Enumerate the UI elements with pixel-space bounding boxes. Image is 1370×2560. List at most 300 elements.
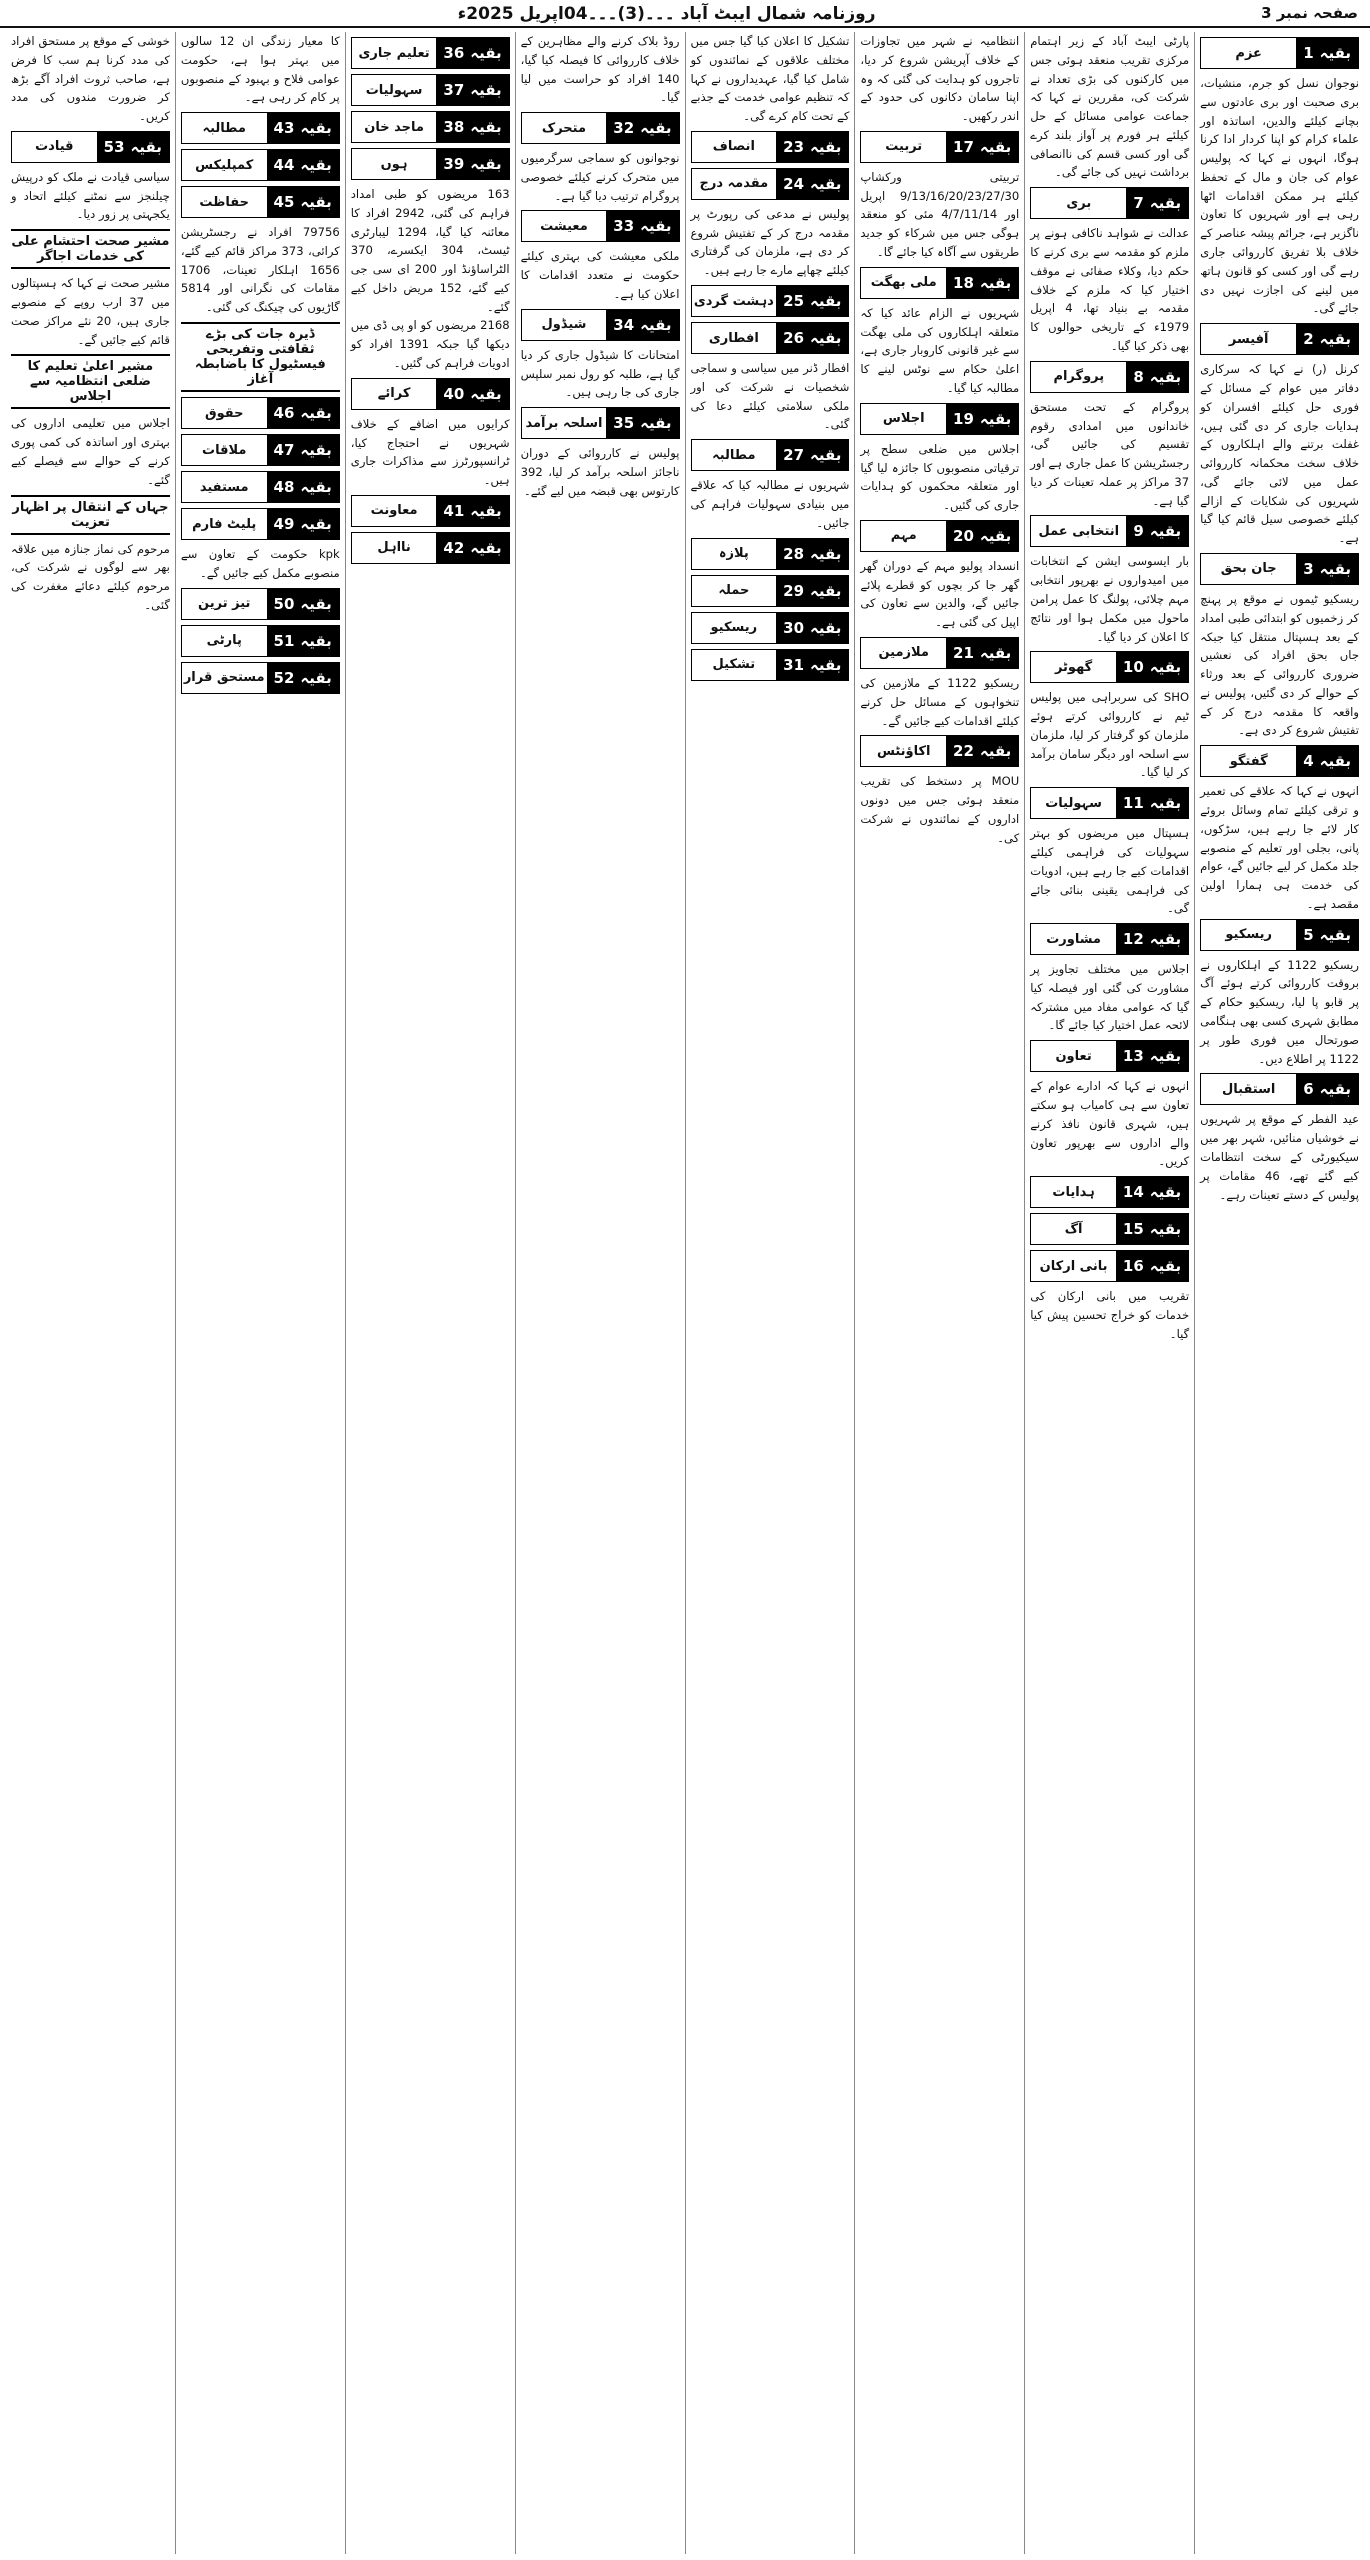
article-text: سیاسی قیادت نے ملک کو درپیش چیلنجز سے نمٹنے کیلئے اتحاد و یکجہتی پر زور دیا۔ — [11, 169, 170, 222]
article-text: نوجوانوں کو سماجی سرگرمیوں میں متحرک کرنے کیلئے خصوصی پروگرام ترتیب دیا گیا ہے۔ — [520, 151, 680, 203]
tag-label: بقیہ — [810, 655, 842, 674]
article-text: افطار ڈنر میں سیاسی و سماجی شخصیات نے شرکت کی اور ملکی سلامتی کیلئے دعا کی گئی۔ — [690, 361, 850, 432]
column-3 — [854, 32, 1024, 2554]
tag-number: 1 — [1303, 44, 1314, 62]
tag-subject: کمپلیکس — [182, 150, 267, 180]
tag-subject: دہشت گردی — [692, 286, 777, 316]
tag-number: 51 — [273, 631, 295, 650]
tag-number: 47 — [273, 441, 295, 460]
tag-label-box — [436, 38, 508, 68]
column-2 — [1024, 32, 1194, 2554]
continuation-tag — [1030, 361, 1189, 393]
tag-number: 52 — [273, 668, 295, 687]
tag-number: 11 — [1122, 794, 1144, 813]
tag-label-box — [776, 132, 848, 162]
continuation-tag — [181, 625, 340, 657]
tag-label: بقیہ — [810, 618, 842, 637]
tag-label: بقیہ — [1149, 522, 1182, 541]
tag-label: بقیہ — [979, 273, 1012, 292]
tag-subject: تربیت — [861, 132, 946, 162]
tag-number: 9 — [1133, 522, 1144, 541]
section-headline: جہاں کے انتقال پر اظہار تعزیت — [11, 495, 170, 535]
tag-subject: پروگرام — [1031, 362, 1126, 392]
tag-label: بقیہ — [1149, 194, 1182, 213]
tag-subject: تشکیل — [692, 650, 777, 680]
continuation-tag — [351, 378, 510, 410]
tag-number: 2 — [1303, 330, 1314, 349]
tag-subject: انصاف — [692, 132, 777, 162]
column-6 — [345, 32, 515, 2554]
tag-number: 22 — [953, 742, 974, 761]
tag-label: بقیہ — [470, 44, 502, 62]
tag-subject: حقوق — [182, 398, 267, 428]
continuation-tag — [351, 495, 510, 527]
tag-number: 48 — [273, 478, 295, 497]
tag-label-box — [606, 310, 678, 340]
continuation-tag — [691, 575, 850, 607]
newspaper-dateline: روزنامہ شمال ایبٹ آباد ۔۔۔(3)۔۔۔04اپریل 2025ء — [457, 3, 876, 24]
continuation-tag — [521, 210, 680, 242]
tag-label: بقیہ — [300, 119, 332, 138]
continuation-tag — [1030, 1250, 1189, 1282]
tag-number: 10 — [1122, 658, 1144, 677]
tag-label: بقیہ — [810, 174, 842, 193]
tag-subject: انتخابی عمل — [1031, 516, 1126, 546]
continuation-tag — [691, 168, 850, 200]
tag-label-box — [1116, 924, 1188, 954]
section-headline: ڈیرہ جات کی بڑے ثقافتی وتفریحی فیسٹیول کا باضابطہ آغاز — [181, 322, 340, 392]
tag-label-box — [1296, 554, 1358, 584]
tag-number: 24 — [783, 174, 805, 193]
tag-label-box — [1116, 652, 1188, 682]
tag-number: 44 — [273, 156, 295, 175]
tag-label: بقیہ — [470, 538, 502, 557]
continuation-tag — [521, 112, 680, 144]
tag-subject: کرائے — [352, 379, 437, 409]
continuation-tag — [1030, 651, 1189, 683]
tag-number: 49 — [273, 515, 295, 534]
tag-label-box — [776, 440, 848, 470]
article-text: عید الفطر کے موقع پر شہریوں نے خوشیاں منائیں، شہر بھر میں سیکیورٹی کے سخت انتظامات کیے گئے تھے، 46 مقامات پر پولیس کے دستے تعینات رہے۔ — [1200, 1112, 1359, 1202]
tag-subject: معیشت — [522, 211, 607, 241]
continuation-tag — [1030, 1176, 1189, 1208]
tag-number: 27 — [783, 446, 805, 465]
tag-number: 41 — [443, 501, 465, 520]
tag-label-box — [1116, 788, 1188, 818]
article-text: روڈ بلاک کرنے والے مظاہرین کے خلاف کارروائی کا فیصلہ کیا گیا، 140 افراد کو حراست میں لیا گیا۔ — [520, 34, 680, 105]
continuation-tag — [1200, 919, 1359, 951]
tag-label-box — [1296, 920, 1358, 950]
tag-label: بقیہ — [300, 594, 332, 613]
tag-label: بقیہ — [1149, 930, 1182, 949]
article-text: تربیتی ورکشاپ 9/13/16/20/23/27/30 اپریل اور 4/7/11/14 مئی کو منعقد ہوگی جس میں شرکاء کو جدید طریقوں سے آگاہ کیا جائے گا۔ — [860, 169, 1020, 260]
column-1 — [1194, 32, 1364, 2554]
tag-label: بقیہ — [1149, 1183, 1182, 1202]
tag-label: بقیہ — [130, 137, 162, 156]
tag-label-box — [946, 736, 1018, 766]
tag-subject: تعلیم جاری — [352, 38, 437, 68]
tag-subject: نااہل — [352, 533, 437, 563]
tag-label: بقیہ — [1319, 752, 1351, 771]
section-headline: مشیر اعلیٰ تعلیم کا ضلعی انتظامیہ سے اجلاس — [11, 354, 170, 409]
tag-label: بقیہ — [810, 581, 842, 600]
tag-number: 23 — [783, 137, 805, 156]
continuation-tag — [351, 111, 510, 143]
tag-subject: ہدایات — [1031, 1177, 1116, 1207]
article-text: ملکی معیشت کی بہتری کیلئے حکومت نے متعدد اقدامات کا اعلان کیا ہے۔ — [520, 249, 680, 302]
tag-label-box — [436, 496, 508, 526]
tag-subject: پلیٹ فارم — [182, 509, 267, 539]
article-text: بار ایسوسی ایشن کے انتخابات میں امیدواروں نے بھرپور انتخابی مہم چلائی، پولنگ کا عمل پرامن ماحول میں مکمل ہوا اور نتائج کا اعلان کر دیا گیا۔ — [1030, 554, 1190, 644]
tag-number: 36 — [443, 44, 465, 62]
tag-label: بقیہ — [1149, 1257, 1182, 1276]
continuation-tag — [181, 112, 340, 144]
tag-label: بقیہ — [300, 478, 332, 497]
article-text: کرایوں میں اضافے کے خلاف شہریوں نے احتجاج کیا، ٹرانسپورٹرز سے مذاکرات جاری ہیں۔ — [350, 416, 510, 488]
tag-number: 33 — [613, 217, 635, 236]
tag-label: بقیہ — [1149, 658, 1182, 677]
continuation-tag — [1200, 37, 1359, 69]
tag-label-box — [436, 533, 508, 563]
tag-subject: بری — [1031, 188, 1126, 218]
tag-number: 20 — [953, 526, 974, 545]
continuation-tag — [860, 403, 1019, 435]
page-header — [0, 0, 1370, 28]
article-text: نوجوان نسل کو جرم، منشیات، بری صحبت اور بری عادتوں سے بچانے کیلئے والدین، اساتذہ اور علماء کرام کو اپنا کردار ادا کرنا ہوگا، انہوں نے کہا کہ پولیس عوام کی جان و مال کے تحفظ کیلئے ہر ممکن اقدامات اٹھا رہی ہے اور شہریوں کا تعاون ناگزیر ہے، جرائم پیشہ عناصر کے خلاف بلا تفریق کارروائی جاری رہے گی اور کسی کو قانون ہاتھ میں لینے کی اجازت نہیں دی جائے گی۔ — [1200, 76, 1359, 316]
continuation-tag — [1030, 515, 1189, 547]
continuation-tag — [860, 637, 1019, 669]
tag-subject: اکاؤنٹس — [861, 736, 946, 766]
article-text: ریسکیو 1122 کے اہلکاروں نے بروقت کارروائی کرتے ہوئے آگ پر قابو پا لیا، ریسکیو حکام کے مطابق شہری کسی بھی ہنگامی صورتحال میں فوری طور پر 1122 پر اطلاع دیں۔ — [1200, 957, 1360, 1066]
tag-number: 39 — [443, 155, 465, 173]
tag-number: 40 — [443, 384, 465, 403]
tag-number: 18 — [953, 273, 974, 292]
tag-label: بقیہ — [300, 668, 332, 687]
tag-number: 29 — [783, 581, 805, 600]
tag-number: 4 — [1303, 752, 1314, 771]
tag-label: بقیہ — [979, 137, 1012, 156]
tag-label: بقیہ — [300, 441, 332, 460]
tag-number: 19 — [953, 409, 974, 428]
tag-number: 15 — [1122, 1220, 1144, 1239]
tag-number: 42 — [443, 538, 465, 557]
tag-label-box — [776, 613, 848, 643]
tag-number: 7 — [1133, 194, 1144, 213]
tag-label-box — [776, 539, 848, 569]
continuation-tag — [1030, 1213, 1189, 1245]
continuation-tag — [860, 520, 1019, 552]
tag-number: 26 — [783, 329, 805, 348]
tag-label-box — [97, 132, 169, 162]
continuation-tag — [521, 309, 680, 341]
tag-label: بقیہ — [470, 155, 502, 173]
tag-label: بقیہ — [1319, 1080, 1351, 1099]
tag-label-box — [776, 323, 848, 353]
tag-label-box — [267, 626, 339, 656]
article-text: خوشی کے موقع پر مستحق افراد کی مدد کرنا ہم سب کا فرض ہے، صاحب ثروت افراد آگے بڑھ کر ضرورت مندوں کی مدد کریں۔ — [11, 34, 170, 124]
article-text: اجلاس میں تعلیمی اداروں کی بہتری اور اساتذہ کی کمی پوری کرنے کے حوالے سے فیصلے کیے گئے۔ — [11, 416, 170, 487]
tag-label: بقیہ — [300, 156, 332, 175]
continuation-tag — [181, 508, 340, 540]
tag-subject: شیڈول — [522, 310, 607, 340]
tag-subject: پلازہ — [692, 539, 777, 569]
continuation-tag — [860, 267, 1019, 299]
tag-label-box — [1126, 188, 1188, 218]
tag-label-box — [267, 663, 339, 693]
tag-label: بقیہ — [810, 292, 842, 311]
article-text: تشکیل کا اعلان کیا گیا جس میں مختلف علاقوں کے نمائندوں کو شامل کیا گیا، عہدیداروں نے کہا کہ تنظیم عوامی خدمت کے جذبے کے تحت کام کرے گی۔ — [690, 34, 850, 124]
tag-subject: اسلحہ برآمد — [522, 408, 607, 438]
page-number-label: صفحہ نمبر 3 — [1261, 4, 1358, 22]
continuation-tag — [691, 538, 850, 570]
tag-label-box — [267, 472, 339, 502]
tag-number: 13 — [1122, 1047, 1144, 1066]
tag-subject: سہولیات — [352, 75, 437, 105]
tag-label-box — [776, 576, 848, 606]
continuation-tag — [351, 37, 510, 69]
tag-label-box — [267, 113, 339, 143]
tag-subject: قیادت — [12, 132, 97, 162]
tag-subject: عزم — [1201, 38, 1296, 68]
tag-label-box — [1296, 324, 1358, 354]
continuation-tag — [691, 131, 850, 163]
tag-label-box — [267, 187, 339, 217]
continuation-tag — [181, 588, 340, 620]
continuation-tag — [181, 186, 340, 218]
continuation-tag — [1200, 745, 1359, 777]
tag-label: بقیہ — [640, 217, 672, 236]
tag-subject: ہوں — [352, 149, 437, 179]
tag-subject: استقبال — [1201, 1074, 1296, 1104]
tag-number: 38 — [443, 118, 465, 136]
continuation-tag — [860, 131, 1019, 163]
article-text: SHO کی سربراہی میں پولیس ٹیم نے کارروائی کرتے ہوئے ملزمان کو گرفتار کر لیا، ملزمان سے اسلحہ اور دیگر سامان برآمد کر لیا گیا۔ — [1030, 690, 1190, 780]
article-text: 163 مریضوں کو طبی امداد فراہم کی گئی، 2942 افراد کا معائنہ کیا گیا، 1294 لیبارٹری ٹیسٹ، 304 ایکسرے، 370 الٹراساؤنڈ اور 200 ای سی جی کیے گئے، 152 مریض داخل کیے گئے۔ — [350, 187, 510, 314]
continuation-tag — [351, 532, 510, 564]
tag-label-box — [946, 404, 1018, 434]
tag-label: بقیہ — [1319, 44, 1351, 62]
tag-label: بقیہ — [1319, 925, 1351, 944]
article-text: 79756 افراد نے رجسٹریشن کرائی، 373 مراکز قائم کیے گئے، 1656 اہلکار تعینات، 1706 مقامات کی نگرانی اور 5814 گاڑیوں کی چیکنگ کی گئی۔ — [180, 225, 340, 315]
article-text: انہوں نے کہا کہ علاقے کی تعمیر و ترقی کیلئے تمام وسائل بروئے کار لائے جا رہے ہیں، سڑکوں، پانی، بجلی اور تعلیم کے منصوبے جلد مکمل کر لیے جائیں گے، عوام کی خدمت ہی ہمارا اولین مقصد ہے۔ — [1200, 784, 1359, 911]
tag-label: بقیہ — [1149, 367, 1182, 386]
tag-subject: ریسکیو — [1201, 920, 1296, 950]
tag-label: بقیہ — [300, 515, 332, 534]
tag-subject: حملہ — [692, 576, 777, 606]
tag-subject: آگ — [1031, 1214, 1116, 1244]
article-text: مشیر صحت نے کہا کہ ہسپتالوں میں 37 ارب روپے کے منصوبے جاری ہیں، 20 نئے مراکز صحت قائم کیے جائیں گے۔ — [11, 276, 170, 347]
tag-label: بقیہ — [1319, 330, 1351, 349]
continuation-tag — [181, 434, 340, 466]
tag-subject: آفیسر — [1201, 324, 1296, 354]
tag-label: بقیہ — [300, 193, 332, 212]
article-text: اجلاس میں ضلعی سطح پر ترقیاتی منصوبوں کا جائزہ لیا گیا اور متعلقہ محکموں کو ہدایات جاری کی گئیں۔ — [860, 441, 1020, 513]
article-text: پروگرام کے تحت مستحق خاندانوں میں امدادی رقوم تقسیم کی جائیں گی، رجسٹریشن کا عمل جاری ہے اور 37 مراکز پر عملہ تعینات کر دیا گیا ہے۔ — [1030, 399, 1190, 508]
continuation-tag — [860, 735, 1019, 767]
article-text: امتحانات کا شیڈول جاری کر دیا گیا ہے، طلبہ کو رول نمبر سلپس جاری کی جا رہی ہیں۔ — [520, 347, 680, 400]
article-text: اجلاس میں مختلف تجاویز پر مشاورت کی گئی اور فیصلہ کیا گیا کہ عوامی مفاد میں مشترکہ لائحہ عمل اختیار کیا جائے گا۔ — [1030, 962, 1190, 1033]
tag-label-box — [946, 521, 1018, 551]
continuation-tag — [691, 322, 850, 354]
tag-label-box — [1126, 362, 1188, 392]
tag-label: بقیہ — [1149, 794, 1182, 813]
article-text: kpk حکومت کے تعاون سے منصوبے مکمل کیے جائیں گے۔ — [180, 547, 340, 580]
tag-label-box — [606, 211, 678, 241]
continuation-tag — [691, 649, 850, 681]
tag-label: بقیہ — [470, 118, 502, 136]
tag-label-box — [436, 149, 508, 179]
tag-number: 8 — [1133, 367, 1144, 386]
article-text: کا معیار زندگی ان 12 سالوں میں بہتر ہوا ہے، حکومت عوامی فلاح و بہبود کے منصوبوں پر کام کر رہی ہے۔ — [180, 34, 340, 105]
article-text: انسداد پولیو مہم کے دوران گھر گھر جا کر بچوں کو قطرے پلائے جائیں گے، والدین سے تعاون کی اپیل کی گئی ہے۔ — [860, 558, 1020, 630]
tag-label-box — [776, 650, 848, 680]
continuation-tag — [351, 74, 510, 106]
tag-subject: مستفید — [182, 472, 267, 502]
tag-subject: مستحق قرار — [182, 663, 267, 693]
continuation-tag — [1200, 323, 1359, 355]
tag-label: بقیہ — [300, 404, 332, 423]
tag-label-box — [1296, 38, 1358, 68]
tag-subject: بانی ارکان — [1031, 1251, 1116, 1281]
article-text: انتظامیہ نے شہر میں تجاوزات کے خلاف آپریشن شروع کر دیا، تاجروں کو ہدایت کی گئی کہ وہ اپنا سامان دکانوں کی حدود کے اندر رکھیں۔ — [860, 34, 1020, 124]
tag-subject: افطاری — [692, 323, 777, 353]
tag-number: 14 — [1122, 1183, 1144, 1202]
tag-label-box — [1126, 516, 1188, 546]
continuation-tag — [181, 662, 340, 694]
tag-label: بقیہ — [1149, 1047, 1182, 1066]
tag-subject: مشاورت — [1031, 924, 1116, 954]
tag-label: بقیہ — [979, 742, 1012, 761]
tag-subject: ملاقات — [182, 435, 267, 465]
continuation-tag — [351, 148, 510, 180]
tag-label-box — [267, 150, 339, 180]
continuation-tag — [181, 149, 340, 181]
tag-number: 46 — [273, 404, 295, 423]
tag-label-box — [267, 398, 339, 428]
tag-label: بقیہ — [640, 119, 672, 138]
column-8 — [6, 32, 175, 2554]
tag-number: 25 — [783, 292, 805, 311]
tag-number: 6 — [1303, 1080, 1314, 1099]
section-headline: مشیر صحت احتشام علی کی خدمات اجاگر — [11, 229, 170, 269]
tag-number: 28 — [783, 544, 805, 563]
continuation-tag — [181, 471, 340, 503]
tag-label: بقیہ — [1319, 559, 1351, 578]
tag-label-box — [267, 589, 339, 619]
tag-label-box — [946, 268, 1018, 298]
tag-label-box — [1116, 1177, 1188, 1207]
tag-label: بقیہ — [300, 631, 332, 650]
tag-label-box — [436, 75, 508, 105]
column-5 — [515, 32, 685, 2554]
tag-label: بقیہ — [1149, 1220, 1182, 1239]
tag-subject: متحرک — [522, 113, 607, 143]
tag-label-box — [606, 408, 678, 438]
tag-label-box — [1116, 1251, 1188, 1281]
tag-number: 53 — [103, 137, 125, 156]
tag-label-box — [1116, 1214, 1188, 1244]
tag-subject: گھوٹر — [1031, 652, 1116, 682]
tag-number: 45 — [273, 193, 295, 212]
tag-number: 50 — [273, 594, 295, 613]
tag-label: بقیہ — [470, 384, 502, 403]
tag-subject: معاونت — [352, 496, 437, 526]
continuation-tag — [691, 439, 850, 471]
tag-label: بقیہ — [640, 315, 672, 334]
article-columns — [6, 32, 1364, 2554]
tag-subject: تعاون — [1031, 1041, 1116, 1071]
tag-number: 31 — [783, 655, 805, 674]
tag-number: 43 — [273, 119, 295, 138]
article-text: تقریب میں بانی ارکان کی خدمات کو خراج تحسین پیش کیا گیا۔ — [1030, 1289, 1190, 1341]
continuation-tag — [1200, 553, 1359, 585]
tag-label-box — [267, 435, 339, 465]
tag-subject: حفاظت — [182, 187, 267, 217]
article-text: ریسکیو 1122 کے ملازمین کی تنخواہوں کے مسائل حل کرنے کیلئے اقدامات کیے جائیں گے۔ — [860, 675, 1020, 728]
tag-label-box — [436, 379, 508, 409]
article-text: شہریوں نے مطالبہ کیا کہ علاقے میں بنیادی سہولیات فراہم کی جائیں۔ — [690, 478, 850, 530]
tag-label-box — [946, 638, 1018, 668]
tag-number: 17 — [953, 137, 974, 156]
tag-label-box — [776, 169, 848, 199]
tag-label: بقیہ — [979, 643, 1012, 662]
tag-subject: تیز ترین — [182, 589, 267, 619]
continuation-tag — [11, 131, 170, 163]
tag-number: 34 — [613, 315, 635, 334]
tag-subject: گفتگو — [1201, 746, 1296, 776]
tag-label: بقیہ — [640, 414, 672, 433]
tag-subject: اجلاس — [861, 404, 946, 434]
tag-subject: مہم — [861, 521, 946, 551]
continuation-tag — [1030, 187, 1189, 219]
column-7 — [175, 32, 345, 2554]
tag-label: بقیہ — [470, 501, 502, 520]
tag-label-box — [1296, 746, 1358, 776]
continuation-tag — [1030, 787, 1189, 819]
continuation-tag — [1200, 1073, 1359, 1105]
tag-subject: مطالبہ — [182, 113, 267, 143]
tag-subject: ملازمین — [861, 638, 946, 668]
column-4 — [685, 32, 855, 2554]
article-text: انہوں نے کہا کہ ادارے عوام کے تعاون سے ہی کامیاب ہو سکتے ہیں، شہری قانون نافذ کرنے والے اداروں سے بھرپور تعاون کریں۔ — [1030, 1079, 1190, 1169]
tag-label: بقیہ — [470, 81, 502, 99]
tag-number: 3 — [1303, 559, 1314, 578]
article-text: عدالت نے شواہد ناکافی ہونے پر ملزم کو مقدمہ سے بری کرنے کا حکم دیا، وکلاء صفائی نے موقف اختیار کیا کہ ملزم کے خلاف مقدمہ بے بنیاد تھا، 4 اپریل 1979ء کے تاریخی حوالوں کا بھی ذکر کیا گیا۔ — [1030, 226, 1190, 353]
tag-label-box — [946, 132, 1018, 162]
tag-number: 5 — [1303, 925, 1314, 944]
tag-label: بقیہ — [810, 544, 842, 563]
tag-subject: ملی بھگت — [861, 268, 946, 298]
tag-number: 35 — [613, 414, 635, 433]
tag-subject: مقدمہ درج — [692, 169, 777, 199]
article-text: ریسکیو ٹیموں نے موقع پر پہنچ کر زخمیوں کو ابتدائی طبی امداد کے بعد ہسپتال منتقل کیا جبکہ جاں بحق افراد کی نعشیں ضروری کارروائی کے بعد ورثاء کے حوالے کر دی گئیں، پولیس نے واقعہ کا مقدمہ درج کر کے تفتیش شروع کر دی ہے۔ — [1200, 591, 1359, 738]
continuation-tag — [181, 397, 340, 429]
tag-label: بقیہ — [979, 409, 1012, 428]
article-text: پولیس نے مدعی کی رپورٹ پر مقدمہ درج کر کے تفتیش شروع کر دی ہے، ملزمان کی گرفتاری کیلئے چھاپے مارے جا رہے ہیں۔ — [690, 206, 850, 278]
tag-number: 21 — [953, 643, 974, 662]
tag-number: 16 — [1122, 1257, 1144, 1276]
article-text: پارٹی ایبٹ آباد کے زیر اہتمام مرکزی تقریب منعقد ہوئی جس میں کارکنوں کی بڑی تعداد نے شرکت کی، مقررین نے کہا کہ جماعت عوامی مسائل کے حل کیلئے ہر فورم پر آواز بلند کرے گی اور کسی قسم کی ناانصافی برداشت نہیں کی جائے گی۔ — [1030, 34, 1190, 180]
continuation-tag — [691, 612, 850, 644]
tag-number: 12 — [1122, 930, 1144, 949]
tag-subject: پارٹی — [182, 626, 267, 656]
tag-subject: مطالبہ — [692, 440, 777, 470]
tag-label: بقیہ — [810, 329, 842, 348]
tag-subject: ریسکیو — [692, 613, 777, 643]
tag-label: بقیہ — [810, 137, 842, 156]
article-text: پولیس نے کارروائی کے دوران ناجائز اسلحہ برآمد کر لیا، 392 کارتوس بھی قبضہ میں لیے گئے۔ — [520, 446, 680, 498]
tag-label: بقیہ — [979, 526, 1012, 545]
